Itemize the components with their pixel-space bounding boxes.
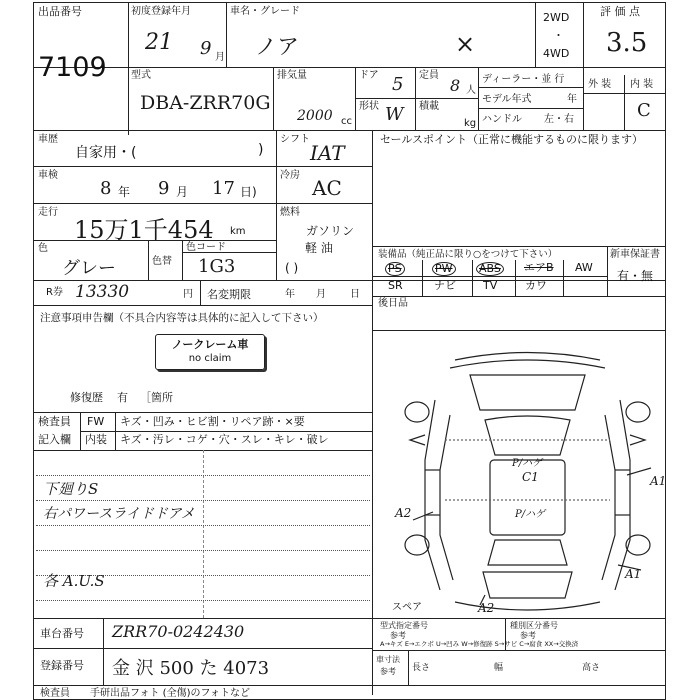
note-3: 各 A.U.S — [43, 572, 105, 590]
tailgate — [483, 572, 572, 598]
front-bumper — [455, 353, 600, 361]
divider — [372, 246, 666, 247]
mark-a2-left: A2 — [395, 506, 412, 520]
ac-value: AC — [312, 176, 342, 200]
inspector-label: 検査員 — [38, 415, 71, 428]
divider — [33, 130, 666, 131]
shape-value: W — [385, 104, 404, 125]
mark-roof-peel: P/ハゲ — [512, 458, 543, 469]
divider — [422, 260, 423, 296]
drive-4wd: 4WD — [543, 47, 570, 60]
inspector-fw-text: キズ・凹み・ヒビ割・リペア跡・×要 — [120, 415, 305, 428]
car-name-value: ノア — [255, 35, 300, 60]
divider — [33, 166, 372, 167]
registration-label: 登録番号 — [40, 659, 84, 672]
divider — [33, 203, 372, 204]
inspection-day-unit: 日) — [240, 185, 257, 199]
model-label: 型式 — [131, 70, 151, 81]
note-line — [36, 550, 370, 551]
legend-height: 高さ — [582, 663, 601, 673]
color-code-value: 1G3 — [198, 256, 236, 277]
model-year-unit: 年 — [567, 94, 577, 105]
fuel-diesel: 軽 油 — [305, 241, 333, 255]
legend-class-sub: 参考 — [520, 631, 536, 640]
note-2: 右パワースライドドアメ — [43, 506, 195, 522]
fuel-gas: ガソリン — [306, 224, 355, 238]
recycle-unit: 円 — [183, 289, 193, 300]
divider — [624, 75, 625, 130]
body-right — [615, 400, 630, 590]
equip-sr: SR — [388, 279, 403, 292]
divider — [103, 618, 104, 685]
score-value: 3.5 — [606, 28, 648, 58]
divider — [372, 650, 666, 651]
legend-type-label: 型式指定番号 — [380, 621, 428, 630]
divider — [33, 685, 666, 686]
repair-label: 修復歴 — [70, 391, 103, 404]
legend-type-sub: 参考 — [390, 631, 406, 640]
legend-codes: A→キズ E→エクボ U→凹み W→修復跡 S→サビ C→腐食 XX→交換済 — [380, 640, 579, 648]
divider — [478, 67, 479, 130]
rear-bumper — [455, 602, 600, 610]
first-reg-year: 21 — [145, 30, 173, 55]
divider — [33, 67, 666, 68]
note-line — [36, 500, 370, 501]
ac-label: 冷房 — [280, 170, 300, 181]
drive-2wd: 2WD — [543, 11, 570, 24]
divider — [200, 280, 201, 305]
inspection-month: 9 — [158, 178, 170, 199]
footer-text: 手研出品フォト (全傷)のフォトなど — [90, 688, 250, 699]
color-label: 色 — [38, 243, 48, 254]
lot-label: 出品番号 — [38, 5, 82, 18]
model-year-label: モデル年式 — [482, 94, 532, 105]
divider — [372, 276, 607, 277]
shift-value: IAT — [310, 141, 345, 165]
legend-dim-sub: 参考 — [380, 667, 396, 676]
divider — [583, 2, 584, 130]
grade-mark: × — [455, 30, 476, 58]
fuel-paren: ( ) — [285, 261, 299, 275]
inspector-interior-text: キズ・汚レ・コゲ・穴・スレ・キレ・破レ — [120, 433, 329, 446]
equip-tv: TV — [483, 279, 498, 292]
legend-width: 幅 — [494, 663, 504, 673]
wheel-front-left — [405, 402, 429, 422]
divider — [515, 260, 516, 296]
divider — [33, 280, 666, 281]
model-value: DBA-ZRR70G — [140, 92, 271, 114]
inspection-label: 車検 — [38, 170, 58, 181]
divider — [276, 130, 277, 280]
warranty-value: 有・無 — [617, 269, 654, 283]
divider — [372, 330, 666, 331]
divider — [372, 296, 666, 297]
equipment-label: 装備品（純正品に限り○をつけて下さい） — [378, 249, 558, 260]
chassis-label: 車台番号 — [40, 627, 84, 640]
hood — [470, 375, 585, 410]
equip-aw: AW — [575, 261, 593, 274]
mileage-value: 15万1千454 — [74, 216, 214, 244]
shift-label: シフト — [280, 134, 310, 145]
exterior-label: 外 装 — [588, 79, 612, 90]
divider — [478, 87, 583, 88]
car-name-label: 車名・グレード — [230, 6, 300, 17]
mark-a1-rear: A1 — [625, 567, 642, 581]
notes-label: 注意事項申告欄（不具合内容等は具体的に記入して下さい） — [40, 312, 324, 324]
inspector-interior: 内装 — [85, 433, 107, 446]
divider — [148, 240, 149, 280]
divider — [355, 98, 478, 99]
divider — [115, 412, 116, 450]
divider — [607, 246, 608, 296]
inspection-year: 8 — [100, 178, 112, 199]
shape-label: 形状 — [359, 101, 379, 112]
doors-label: ドア — [359, 70, 379, 81]
interior-label: 内 装 — [630, 79, 654, 90]
doors-value: 5 — [392, 74, 404, 95]
divider — [563, 260, 564, 296]
note-line — [36, 525, 370, 526]
equip-airbag: エアB — [524, 261, 554, 274]
equip-ps: PS — [385, 262, 405, 276]
mark-a1-right: A1 — [650, 474, 667, 488]
body-left — [425, 400, 440, 590]
equip-navi: ナビ — [434, 279, 456, 292]
color-change-label: 色替 — [152, 256, 172, 267]
repair-value: 有 — [117, 391, 128, 404]
footer-label: 検査員 — [40, 688, 70, 699]
color-value: グレー — [62, 258, 116, 279]
divider — [80, 431, 372, 432]
stamp-jp: ノークレーム車 — [171, 338, 249, 351]
capacity-value: 8 — [450, 76, 461, 95]
history-close: ) — [258, 142, 264, 158]
displacement-unit: cc — [341, 116, 352, 127]
first-reg-label: 初度登録年月 — [131, 6, 191, 17]
inspection-year-unit: 年 — [118, 185, 131, 199]
recycle-value: 13330 — [75, 282, 130, 302]
divider — [33, 305, 372, 306]
inspector-label-2: 記入欄 — [38, 433, 71, 446]
windshield — [485, 416, 570, 455]
name-change-month: 月 — [316, 289, 326, 300]
first-reg-month-unit: 月 — [215, 52, 225, 63]
legend-length: 長さ — [412, 663, 431, 673]
note-line — [36, 475, 370, 476]
divider — [408, 650, 409, 685]
handle-label: ハンドル — [482, 114, 522, 125]
load-label: 積載 — [419, 101, 439, 112]
load-unit: kg — [464, 118, 477, 129]
legend-class-label: 種別区分番号 — [510, 621, 558, 630]
no-claim-stamp — [155, 334, 265, 370]
divider — [80, 412, 81, 450]
sales-point-label: セールスポイント（正常に機能するものに限ります） — [380, 133, 644, 146]
displacement-label: 排気量 — [277, 70, 307, 81]
registration-value: 金 沢 500 た 4073 — [112, 658, 270, 679]
score-label: 評 価 点 — [600, 5, 640, 18]
equip-leather: カワ — [525, 279, 547, 292]
history-label: 車歴 — [38, 134, 58, 145]
name-change-year: 年 — [285, 289, 295, 300]
interior-grade: C — [637, 100, 651, 121]
drive-dot: ・ — [553, 29, 564, 42]
capacity-label: 定員 — [419, 70, 439, 81]
mileage-label: 走行 — [38, 207, 58, 218]
divider — [182, 240, 183, 280]
after-items-label: 後日品 — [378, 298, 408, 309]
name-change-label: 名変期限 — [207, 288, 251, 301]
history-value: 自家用・( — [75, 145, 137, 161]
divider — [33, 412, 372, 413]
divider — [478, 108, 583, 109]
inspection-day: 17 — [212, 178, 235, 199]
divider — [33, 648, 372, 649]
divider — [226, 2, 227, 67]
divider — [33, 618, 666, 619]
wheel-front-right — [626, 402, 650, 422]
divider — [372, 130, 373, 695]
fuel-label: 燃料 — [280, 207, 300, 218]
divider — [273, 67, 274, 130]
chassis-value: ZRR70-0242430 — [112, 622, 245, 641]
divider — [535, 2, 536, 67]
displacement-value: 2000 — [297, 108, 333, 124]
equip-pw: PW — [432, 262, 456, 276]
divider — [472, 260, 473, 296]
note-1: 下廻りS — [43, 480, 99, 498]
mark-rear-peel: P/ハゲ — [515, 509, 546, 520]
warranty-label: 新車保証書 — [610, 249, 660, 260]
lot-number: 7109 — [38, 52, 107, 83]
note-line — [36, 600, 370, 601]
equip-abs: ABS — [476, 262, 504, 276]
handle-value: 左・右 — [544, 114, 574, 125]
mark-c1: C1 — [522, 470, 539, 484]
divider — [128, 2, 129, 135]
inspection-month-unit: 月 — [176, 185, 189, 199]
mileage-unit: km — [230, 226, 246, 237]
capacity-unit: 人 — [466, 85, 476, 96]
repair-part: ［箇所 — [140, 391, 173, 404]
name-change-day: 日 — [350, 289, 360, 300]
dealer-label: ディーラー・並 行 — [482, 74, 565, 85]
rear-window — [488, 540, 567, 565]
inspector-fw: FW — [87, 415, 105, 428]
legend-dim-label: 車寸法 — [376, 655, 400, 664]
mark-a2-rear: A2 — [478, 601, 495, 615]
wheel-rear-right — [626, 535, 650, 555]
color-code-label: 色コード — [186, 242, 226, 253]
recycle-label: R券 — [46, 287, 63, 298]
stamp-en: no claim — [188, 353, 232, 364]
spare-label: スペア — [392, 602, 422, 613]
wheel-rear-left — [405, 535, 429, 555]
first-reg-month: 9 — [200, 38, 212, 59]
divider — [583, 93, 666, 94]
